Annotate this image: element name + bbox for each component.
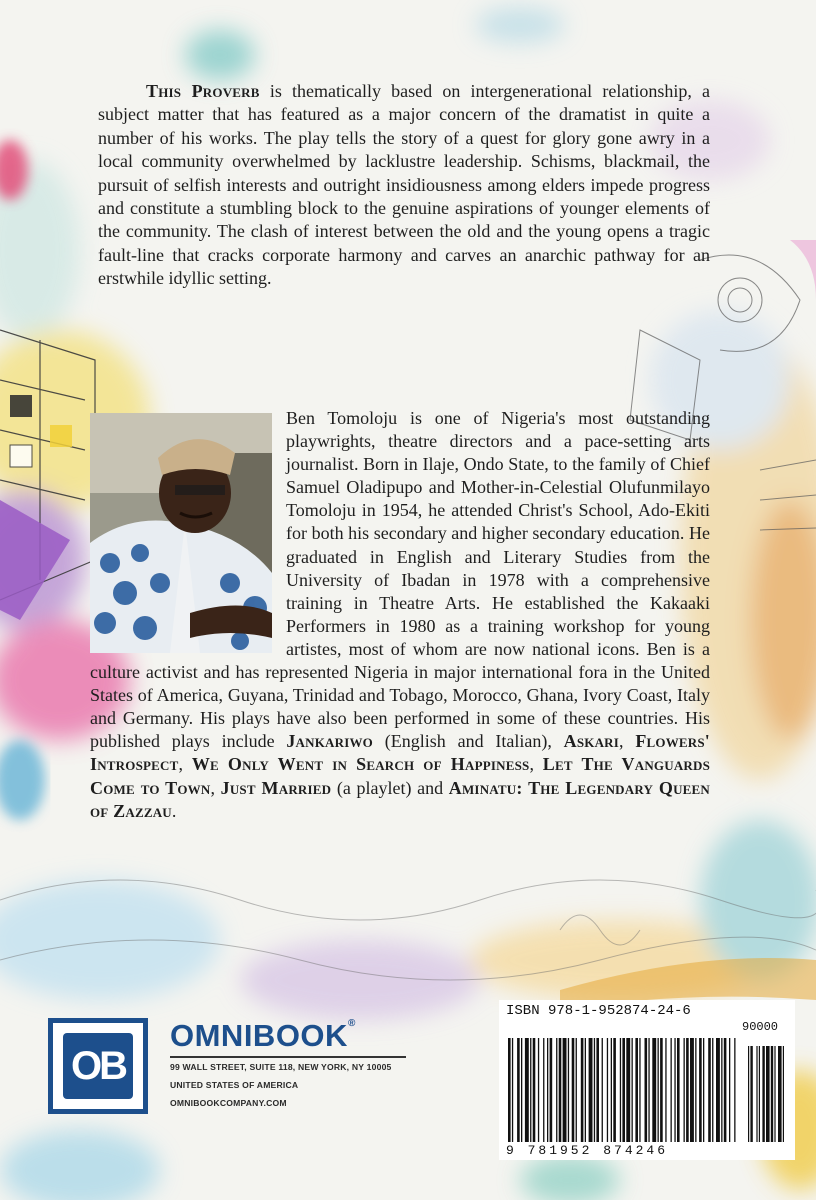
author-photo xyxy=(90,413,272,653)
isbn-label: ISBN 978-1-952874-24-6 xyxy=(506,1003,691,1019)
publisher-website: OMNIBOOKCOMPANY.COM xyxy=(170,1098,287,1108)
bio-separator: , xyxy=(210,777,221,798)
publisher-name xyxy=(170,1018,356,1054)
bio-connector: (a playlet) and xyxy=(331,777,449,798)
blurb-title: This Proverb xyxy=(146,81,260,101)
publisher-divider xyxy=(170,1056,406,1058)
play-title-vanguards: Let The Vanguards Come to Town xyxy=(90,754,711,798)
play-title-just-married: Just Married xyxy=(220,777,332,798)
barcode xyxy=(508,1038,788,1142)
blurb-text: is thematically based on intergenerational relationship, a subject matter that has featured as a major concern of the dramatist in quite a number of his works. The play tells the story of a quest for glory gone awry in a local community overwhelmed by lacklustre leadership. Schisms, blackmail, the pursuit of selfish interests and outright insidiousness among elders impede progress and constitute a stumbling block to the genuine aspirations of younger elements of the community. The clash of interest between the old and the young opens a tragic fault-line that cracks corporate harmony and carves an anarchic pathway for an erstwhile idyllic setting. xyxy=(98,81,711,289)
ean-number: 9 781952 874246 xyxy=(506,1143,669,1158)
play-title-jankariwo: Jankariwo xyxy=(286,731,373,752)
registered-mark: ® xyxy=(347,1018,356,1029)
price-code: 90000 xyxy=(742,1020,779,1034)
back-cover-blurb xyxy=(98,80,710,291)
play-title-askari: Askari xyxy=(563,731,620,752)
publisher-name-text: OMNIBOOK xyxy=(170,1018,348,1053)
publisher-address-line-1: 99 WALL STREET, SUITE 118, NEW YORK, NY 10005 xyxy=(170,1062,392,1072)
bio-separator: , xyxy=(178,754,192,775)
publisher-logo xyxy=(48,1018,148,1114)
bio-text: Ben Tomoloju is one of Nigeria's most outstanding playwrights, theatre directors and a pace-setting arts journalist. Born in Ilaje, Ondo State, to the family of Chief Samuel Oladipupo and Mother-in-Celestial Olufunmilayo Tomoloju in 1954, he attended Christ's School, Ado-Ekiti for both his secondary and higher secondary education. He graduated in English and Literary Studies from the University of Ibadan in 1978 with a comprehensive training in Theatre Arts. He established the Kakaaki Performers in 1980 as a training workshop for young artistes, most of whom are now national icons. Ben is a culture activist and has represented Nigeria in major international fora in the United States of America, Guyana, Trinidad and Tobago, Morocco, Ghana, Ivory Coast, Italy and Germany. His plays have also been performed in some of these countries. His published plays include xyxy=(90,408,710,752)
publisher-logo-mark: OB xyxy=(63,1033,133,1099)
author-bio xyxy=(90,407,710,823)
bio-separator: , xyxy=(619,731,636,752)
play-title-aminatu: Aminatu: The Legendary Queen of Zazzau xyxy=(90,777,711,821)
publisher-address-line-2: UNITED STATES OF AMERICA xyxy=(170,1080,299,1090)
bio-separator: , xyxy=(529,754,543,775)
bio-connector: (English and Italian), xyxy=(373,731,564,752)
play-title-flowers-introspect: Flowers' Introspect xyxy=(90,731,710,775)
bio-end: . xyxy=(171,800,177,821)
play-title-we-only-went: We Only Went in Search of Happiness xyxy=(191,754,530,775)
